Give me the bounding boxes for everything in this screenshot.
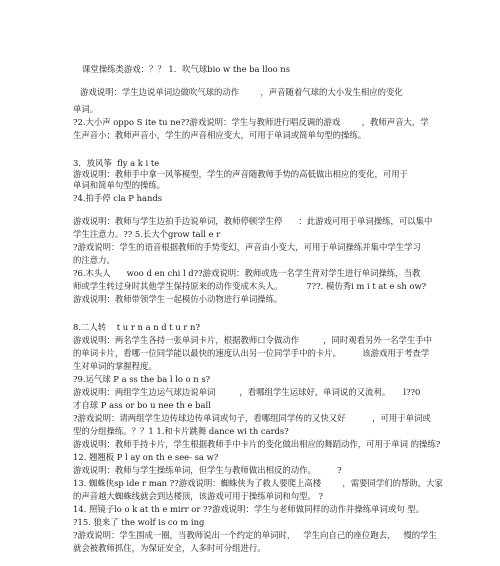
- game-8-description-end: 生对单词的掌握程度。: [73, 361, 157, 371]
- game-8-description: 游戏说明：两名学生各持一张单词卡片，根据教师口令做动作 ，同时观看另外一名学生手中: [73, 335, 432, 345]
- game-6-title: ?6.木头人 woo d en chi l d??游戏说明：教师或选一名学生背对学生进行单词操练，当教: [73, 268, 421, 278]
- game-9-title: ?9.运气球 P a ss the ba l lo o n s?: [73, 374, 211, 384]
- game-11-title: 型的分组操练。？？1 1.和卡片跳舞 dance wi th cards?: [73, 426, 289, 436]
- game-10-description: ?游戏说明：请两组学生边传球边传单词或句子，看哪组同学传的又快又好 ，可用于单词或: [73, 413, 431, 423]
- game-15-title: ?15. 狼来了 the wolf is co m ing: [73, 517, 205, 527]
- game-12-title: 12. 翘翘板 P l ay on th e see- sa w?: [73, 452, 219, 462]
- game-6-description: 师或学生转过身时其他学生保持原来的动作变成木头人。 7??. 模仿秀i m i t at e sh ow?: [73, 281, 427, 291]
- game-3-description: 游戏说明：教师手中拿一风筝模型，学生的声音随教师手势的高低做出相应的变化，可用于: [73, 169, 408, 179]
- game-11-description: 游戏说明：教师手持卡片，学生根据教师手中卡片的变化做出相应的舞蹈动作，可用于单词 的操练?: [73, 439, 441, 449]
- game-14-title: 14. 照镜子lo o k at th e mirr or ??游戏说明：学生与老师做同样的动作并操练单词或句 型。: [73, 504, 425, 514]
- game-2-description: 生声音小；教师声音小，学生的声音相应变大，可用于单词或简单句型的操练。: [73, 130, 367, 140]
- game-3-title: 3．放风筝 fly a k i te: [73, 158, 160, 168]
- game-9-description: 游戏说明：两组学生边运气球边说单词 ，看哪组学生运球好，单词说的又流利。 l??0: [73, 387, 421, 397]
- game-13-description: 的声音越大蜘蛛线就会到达楼顶，该游戏可用于操练单词和句型。 ?: [73, 491, 324, 501]
- game-15-description-cont: 就会被教师抓住，为保证安全，人多时可分组进行。: [73, 543, 266, 553]
- game-10-title: 才自球 P ass or bo u nee th e ball: [73, 400, 211, 410]
- game-8-description-cont: 的单词卡片，看哪一位同学能以最快的速度认出另一位同学手中的卡片。 该游戏用于考查学: [73, 348, 430, 358]
- game-4-description: 游戏说明：教师与学生边拍手边说单词，教师停顿学生停 ：此游戏可用于单词操练，可以集中: [73, 216, 433, 226]
- game-2-title: ?2.大小声 oppo S ite tu ne??游戏说明：学生与教师进行唱反调的游戏 ，教师声音大，学: [73, 117, 429, 127]
- game-3-description-cont: 单词和简单句型的操练。: [73, 180, 166, 190]
- game-7-description: 游戏说明：教师带领学生一起模仿小动物进行单词操练。: [73, 294, 283, 304]
- game-13-title: 13. 蜘蛛侠sp ide r man ??游戏说明：蜘蛛侠为了救人要爬上高楼 ，需要同学们的帮助，大家: [73, 478, 443, 488]
- game-15-description: ?游戏说明：学生围成一圈，当教师说出一个约定的单词时， 学生向自己的座位跑去， 慢的学生: [73, 530, 437, 540]
- game-5-description-cont: 的注意力。: [73, 255, 115, 265]
- game-12-description: 游戏说明：教师与学生操练单词，但学生与教师做出相反的动作。 ?: [73, 465, 342, 475]
- game-1-description: 游戏说明：学生边说单词边做吹气球的动作 ，声音随着气球的大小发生相应的变化: [80, 87, 403, 97]
- game-5-title: 学生注意力。?? 5.长大个grow tall e r: [73, 229, 221, 239]
- game-1-description-cont: 单词。: [73, 104, 99, 114]
- game-8-title: 8.二人转 t u r n a n d t u r n?: [73, 322, 200, 332]
- game-5-description: ?游戏说明：学生的语音根据教师的手势变幻，声音由小变大，可用于单词操练并集中学生学习: [73, 242, 421, 252]
- game-1-title: 课堂操练类游戏：？？ 1．吹气球bio w the ba lloo ns: [82, 64, 291, 74]
- game-4-title: ?4.拍手停 cla P hands: [73, 193, 163, 203]
